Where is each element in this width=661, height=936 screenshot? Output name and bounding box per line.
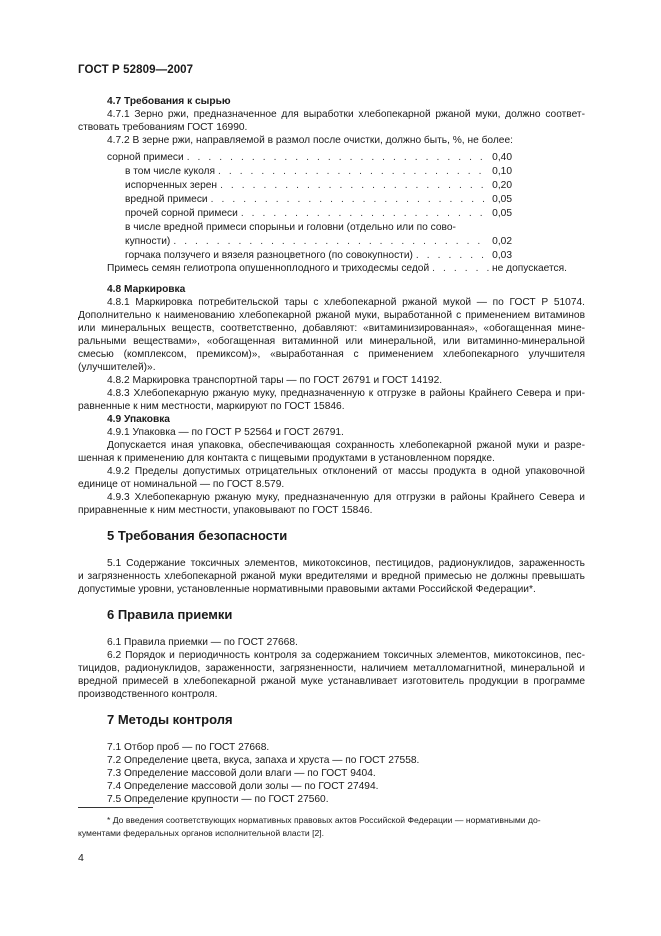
- para-4-8-2: 4.8.2 Маркировка транспортной тары — по ГОСТ 26791 и ГОСТ 14192.: [107, 375, 443, 386]
- section-5-heading: 5 Требования безопасности: [107, 528, 288, 543]
- leader-dots: [218, 165, 489, 178]
- impurity-row: [125, 193, 512, 206]
- leader-dots: [432, 262, 489, 275]
- para-6-2: тицидов, радионуклидов, зараженности, загрязненности, наличием металломагнитной, минеральной и: [78, 663, 585, 674]
- impurity-row: [125, 207, 512, 220]
- leader-dots: [220, 179, 489, 192]
- leader-dots: [187, 151, 489, 164]
- list-item: 7.1 Отбор проб — по ГОСТ 27668.: [107, 742, 270, 753]
- footnote-line: * До введения соответствующих нормативных правовых актов Российской Федерации — нормативными до-: [107, 815, 541, 825]
- para-5-1: допустимые уровни, установленные нормативными правовыми актами Российской Федерации*.: [78, 584, 536, 595]
- page-number: 4: [78, 852, 84, 864]
- impurity-value: 0,05: [492, 194, 512, 205]
- section-4-9-title: 4.9 Упаковка: [107, 414, 170, 425]
- para-5-1: и загрязненность хлебопекарной ржаной муки вредителями и вредной примесью не должны превышать: [78, 571, 585, 582]
- para-4-9-1b: шенная к применению для контакта с пищевыми продуктами в установленном порядке.: [78, 453, 495, 464]
- standard-header: ГОСТ Р 52809—2007: [78, 64, 194, 76]
- para-6-2: 6.2 Порядок и периодичность контроля за содержанием токсичных элементов, микотоксинов, пес-: [107, 650, 585, 661]
- impurity-row: [125, 235, 512, 248]
- impurity-row: [125, 249, 512, 262]
- impurity-value: 0,05: [492, 208, 512, 219]
- para-4-9-2: единице от номинальной — по ГОСТ 8.579.: [78, 479, 285, 490]
- section-6-heading: 6 Правила приемки: [107, 607, 233, 622]
- list-item: 7.3 Определение массовой доли влаги — по ГОСТ 9404.: [107, 768, 376, 779]
- impurity-value: не допускается.: [492, 263, 567, 274]
- para-4-7-2: 4.7.2 В зерне ржи, направляемой в размол после очистки, должно быть, %, не более:: [107, 135, 513, 146]
- impurity-label: вредной примеси: [125, 194, 208, 205]
- impurity-value: 0,40: [492, 152, 512, 163]
- footnote-line: кументами федеральных органов исполнительной власти [2].: [78, 828, 325, 838]
- impurity-value: 0,03: [492, 250, 512, 261]
- para-4-8-1: 4.8.1 Маркировка потребительской тары с хлебопекарной ржаной мукой — по ГОСТ Р 51074.: [107, 297, 585, 308]
- para-4-8-1: ральными веществами», «обогащенная витаминной или минеральной, или витаминно-минеральной: [78, 336, 585, 347]
- para-4-9-1: 4.9.1 Упаковка — по ГОСТ Р 52564 и ГОСТ 26791.: [107, 427, 344, 438]
- impurity-label: в том числе куколя: [125, 166, 215, 177]
- impurity-row: [107, 262, 567, 275]
- para-4-8-1: смесью (комплексом, премиксом)», «выработанная с применением хлебопекарного улучшителя: [78, 349, 585, 360]
- para-5-1: 5.1 Содержание токсичных элементов, микотоксинов, пестицидов, радионуклидов, зараженность: [107, 558, 585, 569]
- leader-dots: [173, 235, 489, 248]
- impurity-row: [107, 151, 512, 164]
- impurity-label: испорченных зерен: [125, 180, 218, 191]
- impurity-value: 0,10: [492, 166, 512, 177]
- impurity-label: горчака ползучего и вязеля разноцветного (по совокупности): [125, 250, 413, 261]
- leader-dots: [241, 207, 489, 220]
- impurity-label: прочей сорной примеси: [125, 208, 238, 219]
- impurity-label: в числе вредной примеси спорыньи и головни (отдельно или по сово-: [125, 222, 456, 233]
- impurity-label: Примесь семян гелиотропа опушенноплодного и триходесмы седой: [107, 263, 430, 274]
- impurity-label: купности): [125, 236, 171, 247]
- para-4-9-2: 4.9.2 Пределы допустимых отрицательных отклонений от массы продукта в одной упаковочной: [107, 466, 585, 477]
- list-item: 7.5 Определение крупности — по ГОСТ 27560.: [107, 794, 329, 805]
- para-4-8-3: 4.8.3 Хлебопекарную ржаную муку, предназначенную к отгрузке в районы Крайнего Севера и при-: [107, 388, 585, 399]
- para-4-8-1: Дополнительно к наименованию хлебопекарной ржаной муки, выработанной с применением витаминов: [78, 310, 585, 321]
- para-4-9-3: приравненные к ним местности, упаковывают по ГОСТ 15846.: [78, 505, 373, 516]
- para-6-1: 6.1 Правила приемки — по ГОСТ 27668.: [107, 637, 298, 648]
- section-4-8-title: 4.8 Маркировка: [107, 284, 186, 295]
- list-item: 7.2 Определение цвета, вкуса, запаха и хруста — по ГОСТ 27558.: [107, 755, 420, 766]
- para-6-2: производственного контроля.: [78, 689, 218, 700]
- section-7-heading: 7 Методы контроля: [107, 712, 233, 727]
- para-4-7-1-line2: ствовать требованиям ГОСТ 16990.: [78, 122, 248, 133]
- impurity-label: сорной примеси: [107, 152, 184, 163]
- leader-dots: [211, 193, 490, 206]
- para-4-7-1-line1: 4.7.1 Зерно ржи, предназначенное для выработки хлебопекарной ржаной муки, должно соответ-: [107, 109, 585, 120]
- impurity-row: [125, 165, 512, 178]
- footnote-divider: [78, 807, 153, 808]
- para-4-8-1: (улучшителей)».: [78, 362, 156, 373]
- leader-dots: [416, 249, 489, 262]
- para-4-8-1: или минеральных веществ, соответственно, добавляют: «витаминизированная», «обогащенная мине-: [78, 323, 585, 334]
- para-4-8-3: равненные к ним местности, маркируют по ГОСТ 15846.: [78, 401, 345, 412]
- impurity-row: [125, 179, 512, 192]
- impurity-value: 0,20: [492, 180, 512, 191]
- para-4-9-1b: Допускается иная упаковка, обеспечивающая сохранность хлебопекарной ржаной муки и разре-: [107, 440, 585, 451]
- list-item: 7.4 Определение массовой доли золы — по ГОСТ 27494.: [107, 781, 379, 792]
- para-6-2: вредной примесей в хлебопекарной ржаной муке устанавливает изготовитель продукции в программе: [78, 676, 585, 687]
- section-4-7-title: 4.7 Требования к сырью: [107, 96, 231, 107]
- para-4-9-3: 4.9.3 Хлебопекарную ржаную муку, предназначенную для отгрузки в районы Крайнего Севера и: [107, 492, 585, 503]
- impurity-value: 0,02: [492, 236, 512, 247]
